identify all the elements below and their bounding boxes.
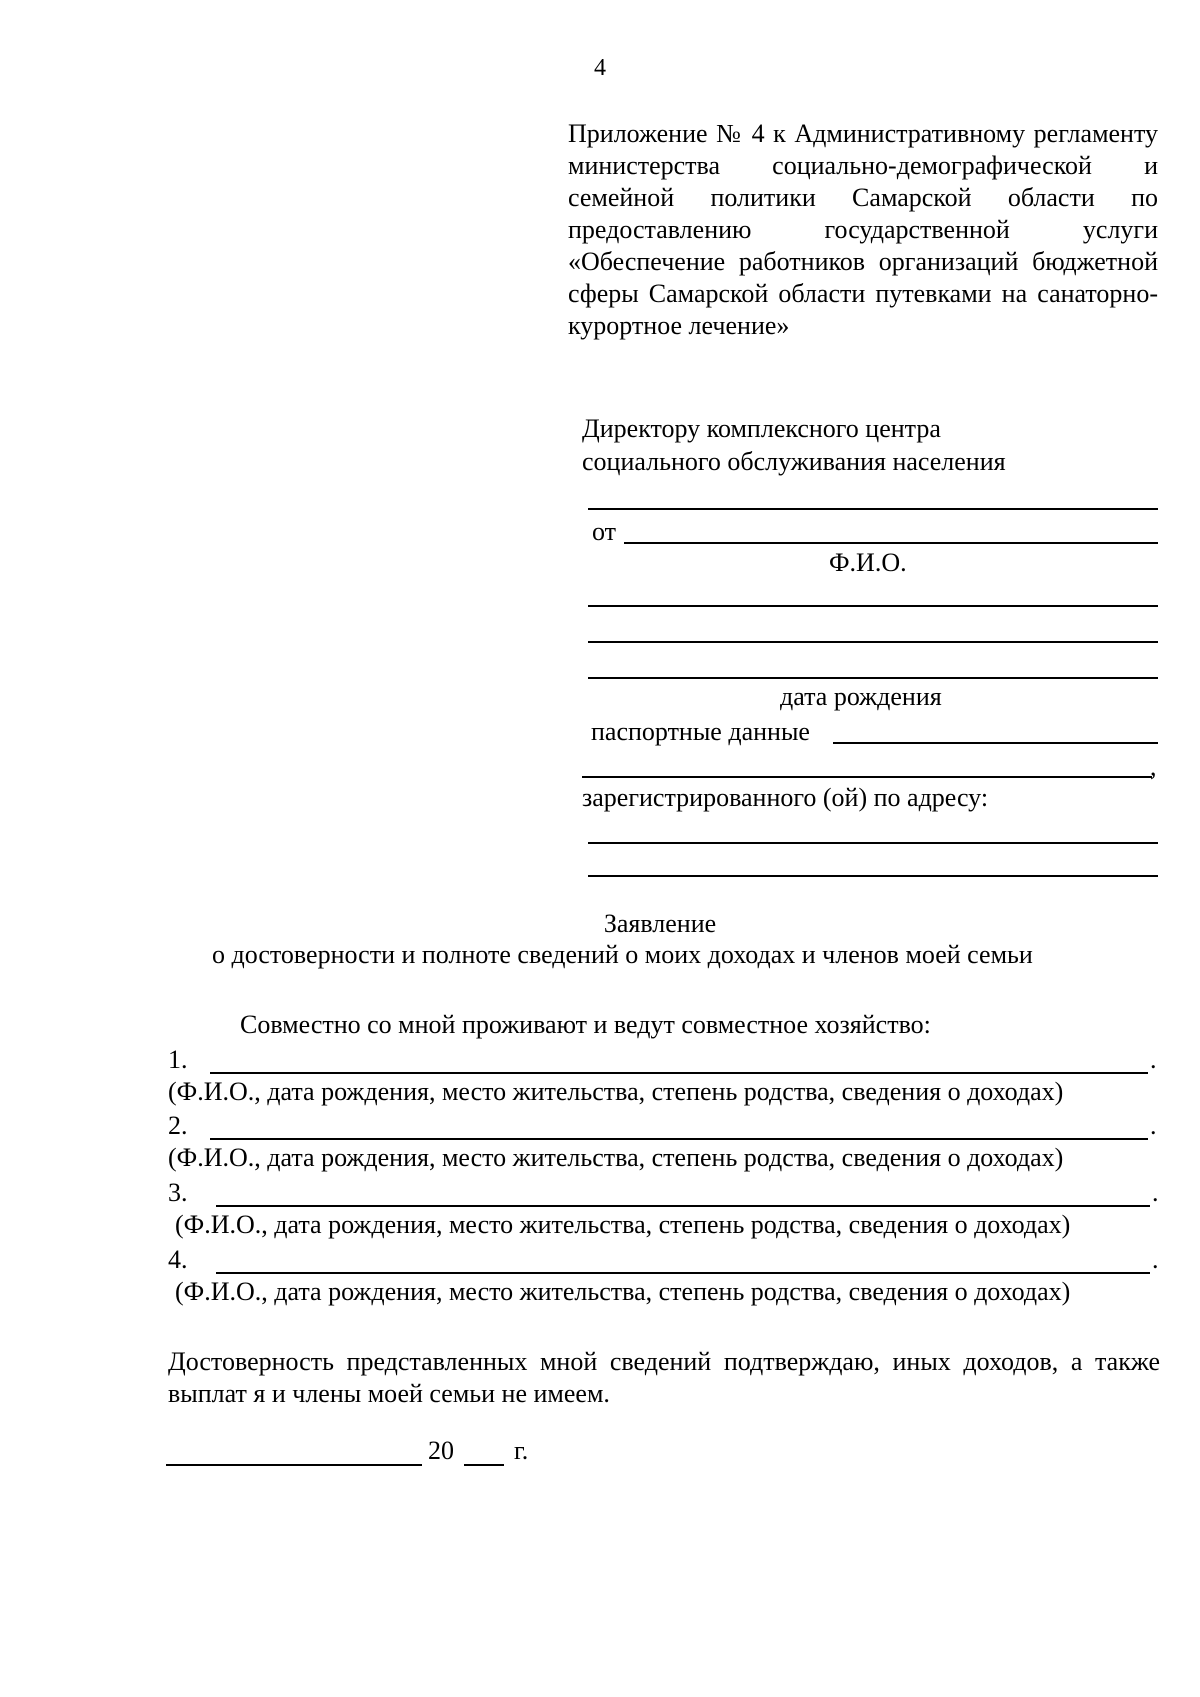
date-year-prefix: 20	[428, 1436, 454, 1465]
family-member-1-caption: (Ф.И.О., дата рождения, место жительства, степень родства, сведения о доходах)	[168, 1077, 1064, 1106]
addressee-organization-line[interactable]	[588, 508, 1158, 510]
addressee-block	[582, 412, 1158, 478]
from-fio-line[interactable]	[624, 542, 1158, 544]
date-year-suffix: г.	[514, 1436, 529, 1465]
passport-line-1[interactable]	[833, 742, 1158, 744]
family-member-3-number: 3.	[168, 1178, 188, 1207]
date-day-month-line[interactable]	[166, 1464, 422, 1466]
addressee-line-2: социального обслуживания населения	[582, 447, 1006, 476]
birth-date-line-1[interactable]	[588, 605, 1158, 607]
statement-title: Заявление	[603, 909, 717, 938]
family-member-1-number: 1.	[168, 1045, 188, 1074]
passport-line-2[interactable]	[582, 776, 1152, 778]
appendix-header: Приложение № 4 к Административному регламенту министерства социально-демографической и семейной политики Самарской области по предоставлению государственной услуги «Обеспечение работников организаций бюджетной сферы Самарской области путевками на санаторно-курортное лечение»	[568, 119, 1158, 340]
family-member-2-line[interactable]	[210, 1138, 1148, 1140]
birth-date-line-3[interactable]	[588, 677, 1158, 679]
family-member-1-line[interactable]	[210, 1072, 1148, 1074]
family-member-4-caption: (Ф.И.О., дата рождения, место жительства, степень родства, сведения о доходах)	[175, 1277, 1071, 1306]
family-member-1-end: .	[1150, 1045, 1157, 1074]
family-member-4-number: 4.	[168, 1245, 188, 1274]
closing-statement: Достоверность представленных мной сведений подтверждаю, иных доходов, а также выплат я и члены моей семьи не имеем.	[168, 1347, 1160, 1408]
date-year-line[interactable]	[464, 1464, 504, 1466]
address-line-2[interactable]	[588, 875, 1158, 877]
registered-label: зарегистрированного (ой) по адресу:	[582, 783, 989, 812]
family-member-3-caption: (Ф.И.О., дата рождения, место жительства, степень родства, сведения о доходах)	[175, 1210, 1071, 1239]
family-member-2-number: 2.	[168, 1111, 188, 1140]
birth-date-line-2[interactable]	[588, 641, 1158, 643]
statement-subtitle: о достоверности и полноте сведений о моих доходах и членов моей семьи	[212, 940, 1033, 969]
fio-caption: Ф.И.О.	[829, 548, 907, 577]
family-member-2-end: .	[1150, 1111, 1157, 1140]
family-member-4-line[interactable]	[216, 1272, 1150, 1274]
passport-comma: ,	[1150, 752, 1157, 781]
page-number: 4	[594, 55, 606, 81]
statement-intro: Совместно со мной проживают и ведут совместное хозяйство:	[240, 1010, 931, 1039]
family-member-2-caption: (Ф.И.О., дата рождения, место жительства, степень родства, сведения о доходах)	[168, 1143, 1064, 1172]
birth-date-caption: дата рождения	[780, 682, 942, 711]
passport-label: паспортные данные	[591, 717, 810, 746]
family-member-3-line[interactable]	[216, 1205, 1150, 1207]
from-label: от	[592, 517, 617, 546]
family-member-4-end: .	[1152, 1245, 1159, 1274]
address-line-1[interactable]	[588, 842, 1158, 844]
addressee-line-1: Директору комплексного центра	[582, 414, 941, 443]
family-member-3-end: .	[1152, 1178, 1159, 1207]
